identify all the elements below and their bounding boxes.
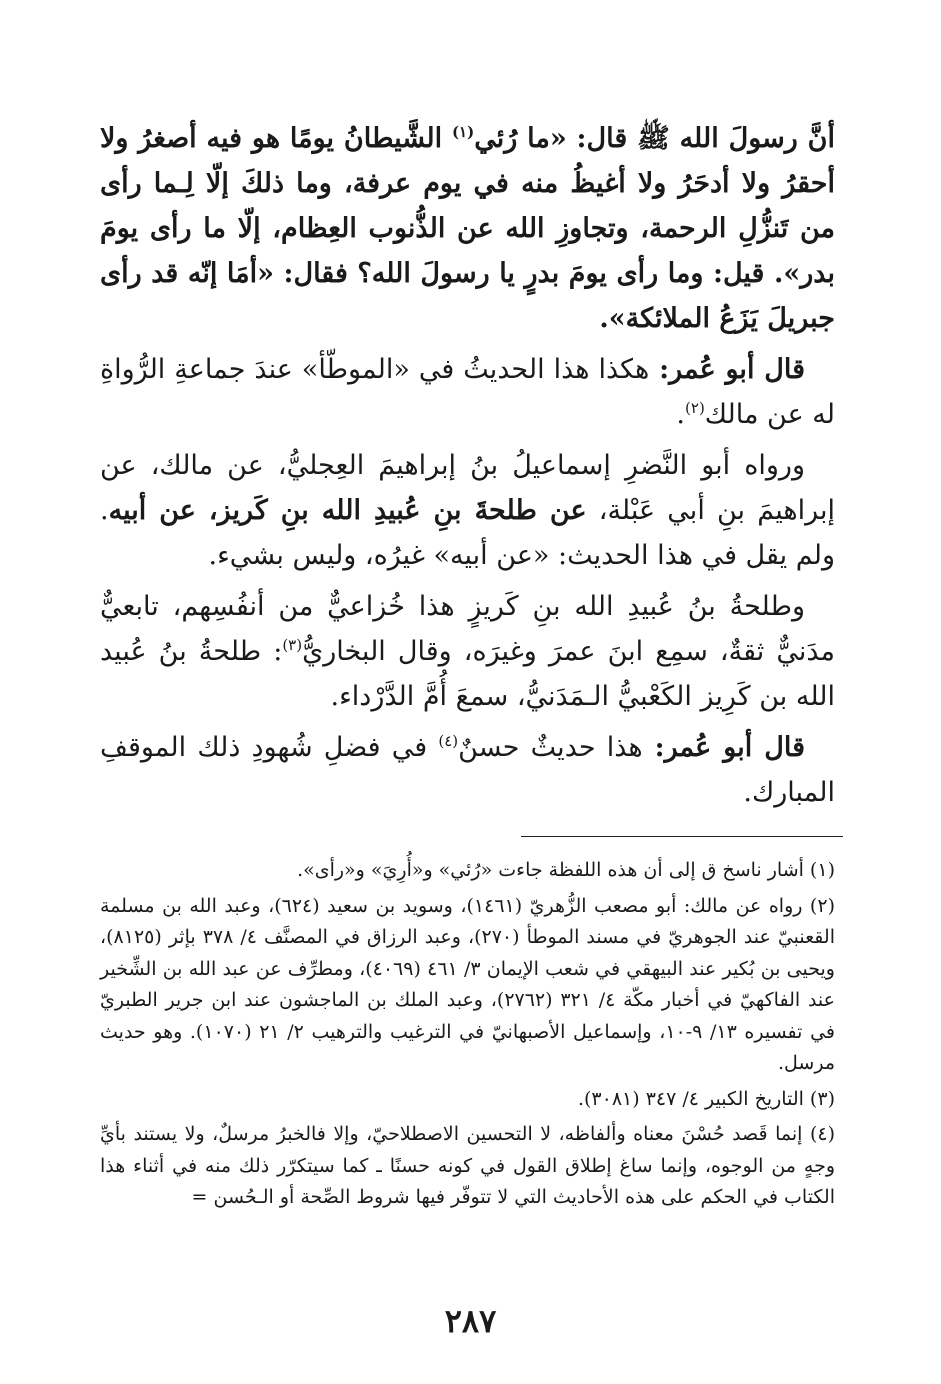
paragraph-3-text-cont: . ولم يقل في هذا الحديث: «عن أبيه» غيرُه، وليس بشيء. (100, 495, 835, 571)
footnote-ref-3: (٣) (282, 636, 303, 654)
paragraph-2-end: . (676, 399, 686, 430)
paragraph-4-text-cont: : طلحةُ بنُ عُبيد الله بن كَرِيز الكَعْبيُّ الـمَدَنيُّ، سمعَ أُمَّ الدَّرْداء. (100, 636, 835, 712)
paragraph-5-text-cont: في فضلِ شُهودِ ذلك الموقفِ المبارك. (100, 732, 835, 808)
footnote-3: (٣) التاريخ الكبير ٤/ ٣٤٧ (٣٠٨١). (577, 1087, 835, 1110)
footnote-ref-1: (١) (451, 123, 475, 141)
paragraph-2 (100, 347, 835, 437)
footnote-ref-2: (٢) (685, 399, 705, 417)
paragraph-3-bold: عن طلحةَ بنِ عُبيدِ الله بنِ كَريز، عن أبيه (108, 495, 587, 526)
paragraph-4-text: وطلحةُ بنُ عُبيدِ الله بنِ كَريزٍ هذا خُزاعيٌّ من أنفُسِهم، تابعيٌّ مدَنيٌّ ثقةٌ، سمِع ابنَ عمرَ وغيرَه، وقال البخاريُّ (100, 591, 835, 667)
paragraph-1-text: أنَّ رسولَ الله ﷺ قال: «ما رُئي (474, 123, 835, 154)
paragraph-3-text: ورواه أبو النَّضرِ إسماعيلُ بنُ إبراهيمَ العِجليُّ، عن مالك، عن إبراهيمَ بنِ أبي عَبْلة، (100, 450, 836, 526)
footnote-ref-4: (٤) (438, 732, 459, 750)
footnote-4: (٤) إنما قَصد حُسْنَ معناه وألفاظه، لا التحسين الاصطلاحيّ، وإلا فالخبرُ مرسلٌ، ولا يستند بأيِّ وجهٍ من الوجوه، وإنما ساغ إطلاق القول في كونه حسنًا ـ كما سيتكرّر ذلك منه في أثناء هذا الكتاب في الحكم على هذه الأحاديث التي لا تتوفّر فيها شروط الصِّحة أو الـحُسن = (100, 1123, 835, 1208)
paragraph-2-text: هكذا هذا الحديثُ في «الموطّأ» عندَ جماعةِ الرُّواةِ له عن مالك (100, 354, 835, 430)
paragraph-1 (100, 116, 835, 341)
paragraph-5 (100, 725, 835, 815)
main-text (100, 116, 835, 815)
speaker-label: قال أبو عُمر: (642, 732, 806, 763)
page-number: ٢٨٧ (444, 1302, 497, 1340)
paragraph-3 (100, 443, 835, 578)
footnote-divider (521, 836, 843, 837)
paragraph-1-text-cont: الشَّيطانُ يومًا هو فيه أصغرُ ولا أحقرُ ولا أدحَرُ ولا أغيظُ منه في يوم عرفة، وما ذلكَ إلّا لِـما رأى من تَنزُّلِ الرحمة، وتجاوزِ الله عن الذُّنوب العِظام، إلّا ما رأى يومَ بدر». قيل: وما رأى يومَ بدرٍ يا رسولَ الله؟ فقال: «أمَا إنّه قد رأى جبريلَ يَزَعُ الملائكة». (100, 123, 835, 334)
paragraph-5-text: هذا حديثٌ حسنٌ (458, 732, 643, 763)
speaker-label: قال أبو عُمر: (649, 354, 806, 385)
footnote-1: (١) أشار ناسخ ق إلى أن هذه اللفظة جاءت «رُئي» و«أُرِيَ» و«رأى». (297, 859, 835, 881)
footnote-2: (٢) رواه عن مالك: أبو مصعب الزُّهريّ (١٤٦١)، وسويد بن سعيد (٦٢٤)، وعبد الله بن مسلمة القعنبيّ عند الجوهريّ في مسند الموطأ (٢٧٠)، وعبد الرزاق في المصنَّف ٤/ ٣٧٨ بإثر (٨١٢٥)، ويحيى بن بُكير عند البيهقي في شعب الإيمان ٣/ ٤٦١ (٤٠٦٩)، ومطرِّف عن عبد الله بن الشِّخير عند الفاكهيّ في أخبار مكّة ٤/ ٣٢١ (٢٧٦٢)، وعبد الملك بن الماجشون عند ابن جرير الطبريّ في تفسيره ١٣/ ٩-١٠، وإسماعيل الأصبهانيّ في الترغيب والترهيب ٢/ ٢١ (١٠٧٠). وهو حديث مرسل. (100, 894, 835, 1074)
paragraph-4 (100, 584, 835, 719)
footnotes (100, 855, 835, 1214)
